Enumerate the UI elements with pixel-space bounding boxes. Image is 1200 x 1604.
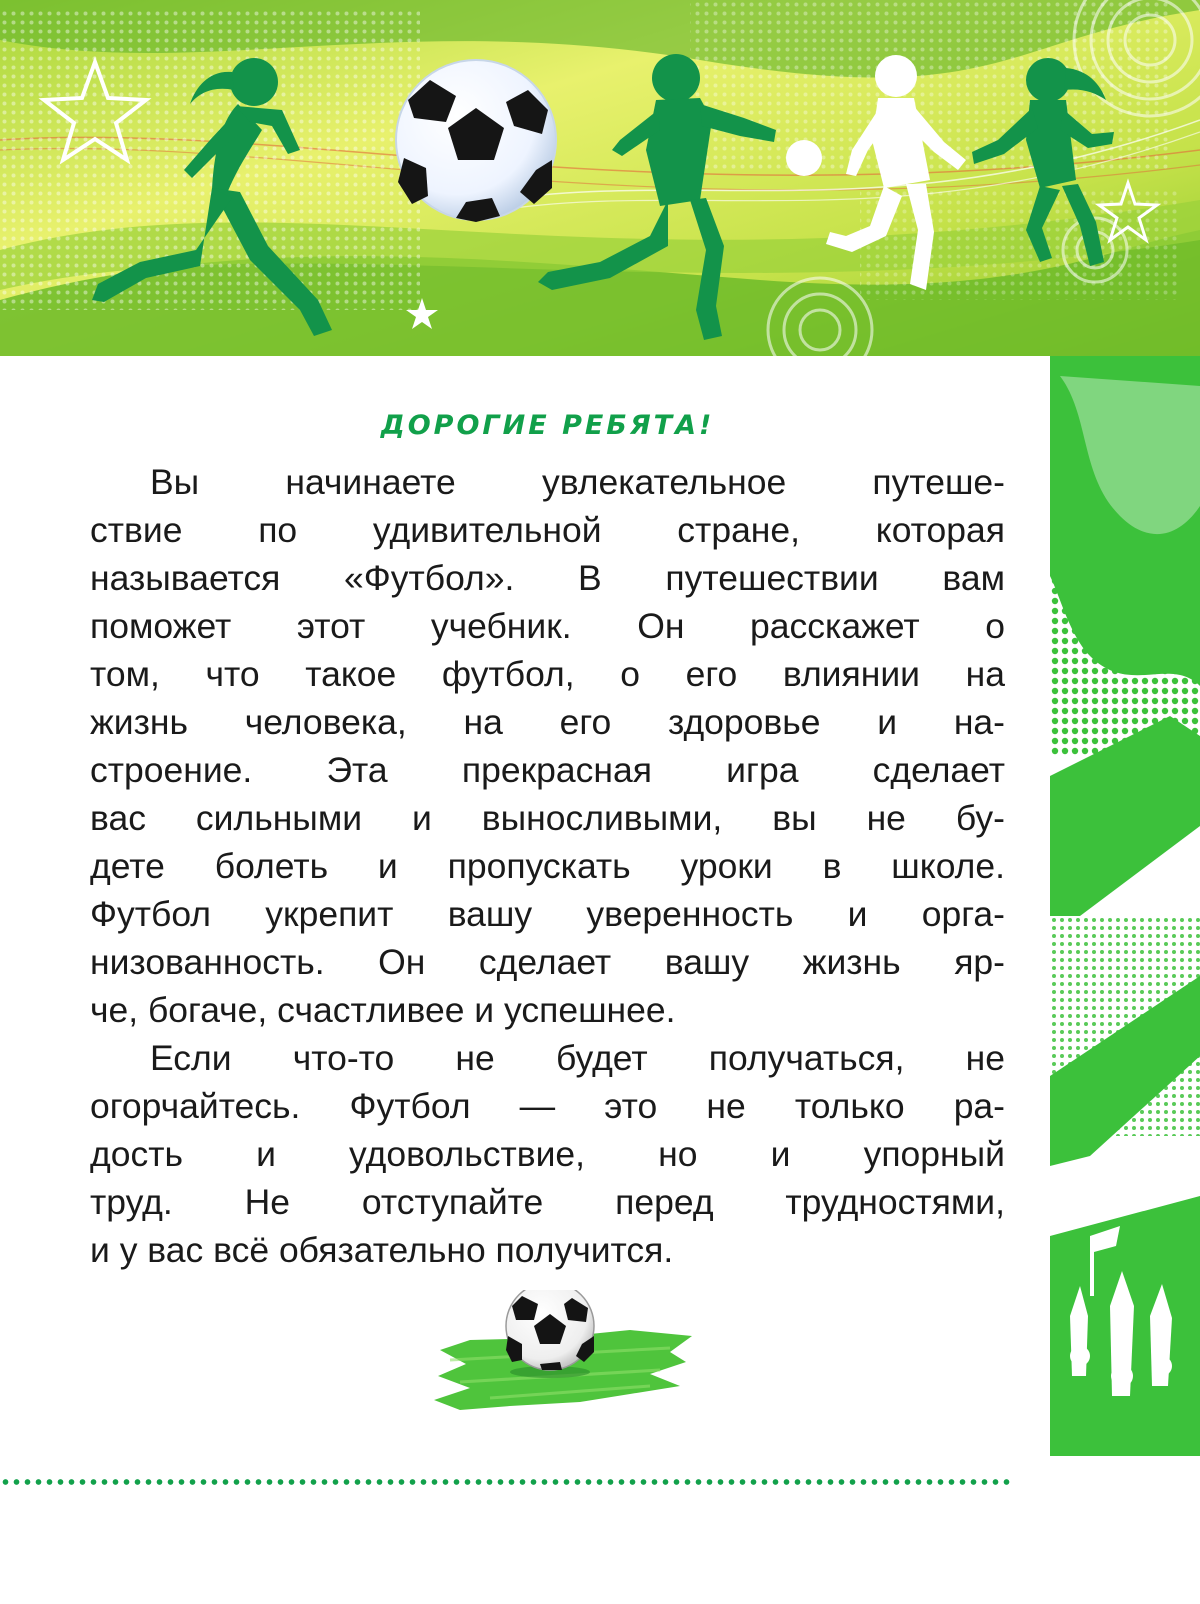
soccer-ball-icon — [396, 60, 556, 222]
banner-illustration — [0, 0, 1200, 356]
text-line: и у вас всё обязательно получится. — [90, 1230, 674, 1270]
text-line: че, богаче, счастливее и успешнее. — [90, 990, 676, 1030]
text-line: ствие по удивительной стране, которая — [90, 510, 1005, 550]
text-line: Если что-то не будет получаться, не — [150, 1038, 1005, 1078]
page-heading: ДОРОГИЕ РЕБЯТА! — [380, 410, 715, 441]
side-grunge-svg — [1050, 356, 1200, 1456]
text-line: называется «Футбол». В путешествии вам — [90, 558, 1005, 598]
text-line: строение. Эта прекрасная игра сделает — [90, 750, 1005, 790]
soccer-ball-icon — [506, 1290, 594, 1370]
text-line: дость и удовольствие, но и упорный — [90, 1134, 1005, 1174]
text-line: дете болеть и пропускать уроки в школе. — [90, 846, 1005, 886]
text-line: труд. Не отступайте перед трудностями, — [90, 1182, 1005, 1222]
text-line: поможет этот учебник. Он расскажет о — [90, 606, 1005, 646]
text-line: Футбол укрепит вашу уверенность и орга- — [90, 894, 1005, 934]
text-line: жизнь человека, на его здоровье и на- — [90, 702, 1005, 742]
side-grunge-illustration — [1050, 356, 1200, 1456]
paragraph — [90, 1034, 1005, 1274]
dotted-divider — [0, 1478, 1010, 1486]
small-ball-icon — [786, 140, 822, 176]
text-line: вас сильными и выносливыми, вы не бу- — [90, 798, 1005, 838]
ball-on-grass-illustration — [430, 1290, 700, 1440]
banner-svg — [0, 0, 1200, 356]
text-line: огорчайтесь. Футбол — это не только ра- — [90, 1086, 1005, 1126]
paragraph — [90, 458, 1005, 1034]
intro-text — [90, 458, 1005, 1274]
ball-on-grass-svg — [430, 1290, 700, 1440]
text-line: низованность. Он сделает вашу жизнь яр- — [90, 942, 1005, 982]
text-line: Вы начинаете увлекательное путеше- — [150, 462, 1005, 502]
text-line: том, что такое футбол, о его влиянии на — [90, 654, 1005, 694]
